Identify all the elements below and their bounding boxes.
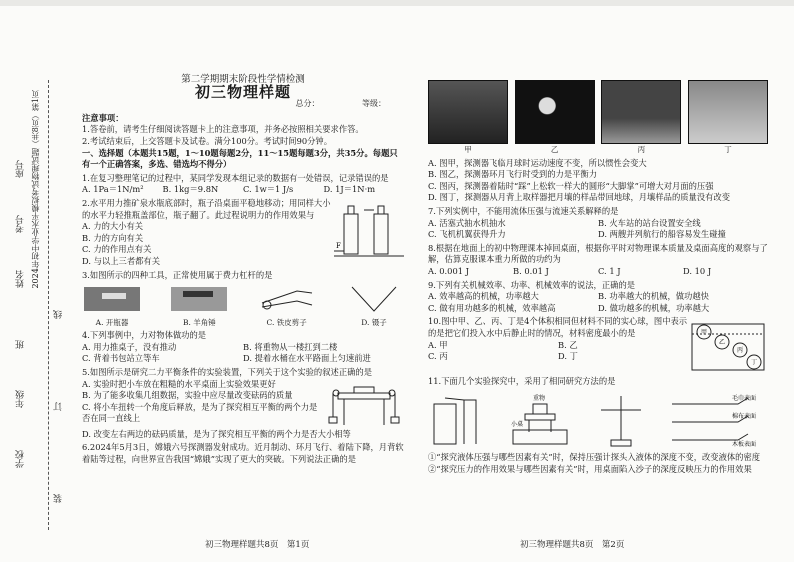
towel-surface-label: 毛巾表面	[731, 394, 756, 402]
q2-opt-a: A. 力的大小有关	[82, 221, 144, 232]
photo-cap-bing: 丙	[637, 145, 646, 154]
note-2: 2.考试结束后，上交答题卡及试卷。满分100分。考试时间90分钟。	[82, 135, 333, 146]
ball-jia-label: 甲	[701, 329, 708, 337]
cotton-surface-label: 棉布表面	[731, 412, 756, 420]
name-label: 姓名	[16, 270, 26, 288]
q10-row-1	[428, 340, 688, 352]
q7-row-1	[428, 218, 768, 230]
q3-fig-d	[344, 283, 404, 328]
q9-row-2	[428, 303, 768, 315]
tweezers-icon	[344, 283, 404, 313]
q1-opt-a: A. 1Pa＝1N/m²	[82, 184, 144, 195]
q3-fig-a	[82, 283, 142, 328]
q4-opt-c: C. 背着书包站立等车	[82, 353, 160, 364]
photo-cap-yi: 乙	[550, 145, 559, 154]
question-5: 5.如图所示是研究二力平衡条件的实验装置，下列关于这个实验的叙述正确的是	[82, 367, 373, 378]
q3-cap-d: D. 镊子	[361, 317, 387, 327]
q10-opt-a: A. 甲	[428, 339, 448, 350]
claw-hammer-icon	[169, 283, 229, 313]
q3-figures	[82, 283, 404, 328]
q4-opt-a: A. 用力推桌子，没有推动	[82, 341, 177, 352]
q7-opt-b: B. 火车站的站台设置安全线	[598, 217, 701, 228]
binding-margin	[0, 70, 68, 540]
q6-opt-a: A. 图甲，探测器飞临月球时运动速度不变，所以惯性会变大	[428, 157, 647, 168]
lever-apparatus-figure	[591, 390, 651, 448]
q4-opt-d: D. 提着水桶在水平路面上匀速前进	[243, 353, 371, 364]
q5-opt-b: B. 为了能多收集几组数据，实验中应尽量改变砝码的质量	[82, 390, 293, 401]
photo-ding-wrap	[688, 80, 768, 156]
ball-yi-label: 乙	[719, 339, 726, 347]
q10-opt-c: C. 丙	[428, 351, 448, 362]
left-page	[82, 74, 404, 465]
photo-ding	[688, 80, 768, 144]
school-label: 学校	[16, 450, 26, 468]
right-footer: 初三物理样题共8页 第2页	[520, 540, 625, 550]
q6-opt-b: B. 图乙，探测器环月飞行时受到的力是平衡力	[428, 169, 598, 180]
q10-opt-d: D. 丁	[558, 351, 578, 362]
question-8: 8.根据在地面上的初中物理课本掉回桌面，根据你平时对物理课本质量及桌面高度的观察与了解，估算克服课本重力所做的功约为	[428, 242, 768, 265]
binding-header: 2024年初中学业水平模拟考试物理试题（共8页）第1页	[31, 90, 40, 289]
q3-cap-a: A. 开瓶器	[95, 317, 129, 327]
question-11: 11.下面几个实验探究中，采用了相同研究方法的是	[428, 376, 616, 387]
q7-opt-d: D. 两艘并列航行的船容易发生碰撞	[598, 229, 726, 240]
weight-label: 重物	[532, 394, 545, 402]
ball-bing-label: 丙	[737, 347, 744, 355]
q4-row-1	[82, 342, 404, 354]
cut-line	[48, 80, 49, 530]
exam-subtitle: 第二学期期末阶段性学情检测	[181, 74, 305, 85]
q8-options	[428, 266, 768, 278]
q3-fig-b	[169, 283, 229, 328]
q5-opt-a: A. 实验时把小车放在粗糙的水平桌面上实验效果更好	[82, 378, 276, 389]
score-label: 总分：	[295, 99, 320, 109]
grade-label-top: 等级：	[362, 99, 386, 109]
photo-bing-wrap	[601, 80, 681, 156]
small-table-label: 小桌	[510, 420, 523, 428]
q6-photos	[428, 80, 768, 156]
q2-opt-d: D. 与以上三者都有关	[82, 255, 161, 266]
q8-opt-b: B. 0.01 J	[513, 265, 549, 276]
q3-fig-c	[257, 283, 317, 328]
q8-opt-a: A. 0.001 J	[428, 265, 469, 276]
metal-shears-icon	[257, 283, 317, 313]
force-label: F	[336, 241, 341, 250]
photo-jia	[428, 80, 508, 144]
two-force-balance-apparatus	[324, 379, 404, 429]
q7-opt-c: C. 飞机机翼获得升力	[428, 229, 506, 240]
exam-title: 初三物理样题	[194, 82, 291, 101]
q8-opt-d: D. 10 J	[683, 265, 712, 276]
question-2: 2.水平用力推矿泉水瓶底部时，瓶子沿桌面平稳地移动；用同样大小的水平力轻推瓶盖部位，瓶子翻了。此过程说明力的作用效果与	[82, 197, 331, 220]
left-footer: 初三物理样题共8页 第1页	[205, 540, 310, 550]
question-7: 7.下列实例中，不能用流体压强与流速关系解释的是	[428, 205, 619, 216]
right-page	[428, 78, 768, 475]
photo-cap-ding: 丁	[724, 145, 732, 154]
q6-opt-d: D. 图丁，探测器从月背上取样器把月壤的样品带回地球，月壤样品的质量没有改变	[428, 192, 731, 203]
q11-note-1: ①“探究液体压强与哪些因素有关”时，保持压强计探头入液体的深度不变，改变液体的密度	[428, 451, 761, 462]
scan-edge	[0, 0, 794, 6]
friction-surfaces-figure	[668, 390, 768, 448]
q11-figures	[428, 390, 768, 450]
q1-opt-b: B. 1kg＝9.8N	[162, 184, 219, 195]
floating-balls-figure	[688, 314, 768, 374]
q4-row-2	[82, 353, 404, 365]
question-10: 10.图中甲、乙、丙、丁是4个体积相同但材料不同的实心球，图中表示的是把它们投入水中后静止时的情况，材料密度最小的是	[428, 316, 688, 338]
photo-cap-jia: 甲	[464, 145, 472, 154]
q9-row-1	[428, 291, 768, 303]
bottle-opener-icon	[82, 283, 142, 313]
q3-cap-b: B. 羊角锤	[182, 317, 216, 327]
q9-opt-b: B. 功率越大的机械，做功越快	[598, 291, 709, 302]
section-1-heading: 一、选择题（本题共15题，1～10题每题2分，11～15题每题3分，共35分。每题只有一个正确答案，多选、错选均不得分）	[82, 147, 398, 170]
class-label: 班	[16, 340, 26, 349]
q7-row-2	[428, 229, 768, 241]
q2-opt-c: C. 力的作用点有关	[82, 244, 152, 255]
q1-options	[82, 184, 404, 196]
photo-yi	[515, 80, 595, 144]
notes-title: 注意事项：	[82, 112, 124, 123]
q1-opt-c: C. 1w＝1 J/s	[243, 184, 294, 195]
small-table-sand-figure	[505, 390, 575, 448]
question-4: 4.下列事例中，力对物体做功的是	[82, 330, 207, 341]
q11-note-2: ②“探究压力的作用效果与哪些因素有关”时，用桌面陷入沙子的深度反映压力的作用效果	[428, 463, 752, 474]
question-3: 3.如图所示的四种工具，正常使用属于费力杠杆的是	[82, 269, 273, 280]
seat-label: 座号	[16, 160, 26, 178]
ball-ding-label: 丁	[751, 359, 758, 367]
note-1: 1.答卷前，请考生仔细阅读答题卡上的注意事项，并务必按照相关要求作答。	[82, 124, 364, 135]
grade-label: 年级	[16, 390, 26, 408]
question-6: 6.2024年5月3日，嫦娥六号探测器发射成功。近月制动、环月飞行、着陆下降，月背软着陆等过程，向世界宣告我国“嫦娥”实现了更大的突破。下列说法正确的是	[82, 442, 404, 464]
q7-opt-a: A. 活塞式抽水机抽水	[428, 217, 506, 228]
q3-cap-c: C. 铁皮剪子	[266, 317, 307, 327]
photo-jia-wrap	[428, 80, 508, 156]
question-9: 9.下列有关机械效率、功率、机械效率的说法，正确的是	[428, 279, 636, 290]
q10-row-2	[428, 351, 688, 363]
q5-opt-c: C. 将小车扭转一个角度后释放，是为了探究相互平衡的两个力是否在同一直线上	[82, 401, 318, 424]
cut-line-text: 装 订 线	[54, 270, 64, 503]
q9-opt-a: A. 效率越高的机械，功率越大	[428, 291, 539, 302]
q6-opt-c: C. 图丙，探测器着陆时“踩”上松软一样大的圆形“大脚掌”可增大对月面的压强	[428, 180, 714, 191]
bottle-push-figure	[334, 196, 404, 266]
photo-yi-wrap	[515, 80, 595, 156]
photo-bing	[601, 80, 681, 144]
q9-opt-d: D. 做功越多的机械，功率越大	[598, 302, 710, 313]
q4-opt-b: B. 将重物从一楼扛到二楼	[243, 341, 338, 352]
q8-opt-c: C. 1 J	[598, 265, 621, 276]
pressure-gauge-figure	[428, 390, 488, 448]
notes	[82, 113, 404, 148]
exam-number-label: 考号	[16, 215, 26, 233]
q10-opt-b: B. 乙	[558, 339, 578, 350]
q5-opt-d: D. 改变左右两边的砝码质量，是为了探究相互平衡的两个力是否大小相等	[82, 428, 351, 439]
q1-opt-d: D. 1J＝1N·m	[323, 184, 376, 195]
wood-surface-label: 木板表面	[731, 440, 756, 448]
q9-opt-c: C. 做有用功越多的机械，效率越高	[428, 302, 556, 313]
question-1: 1.在复习整理笔记的过程中，某同学发现本组记录的数据有一处错误，记录错误的是	[82, 172, 389, 183]
q2-opt-b: B. 力的方向有关	[82, 232, 144, 243]
